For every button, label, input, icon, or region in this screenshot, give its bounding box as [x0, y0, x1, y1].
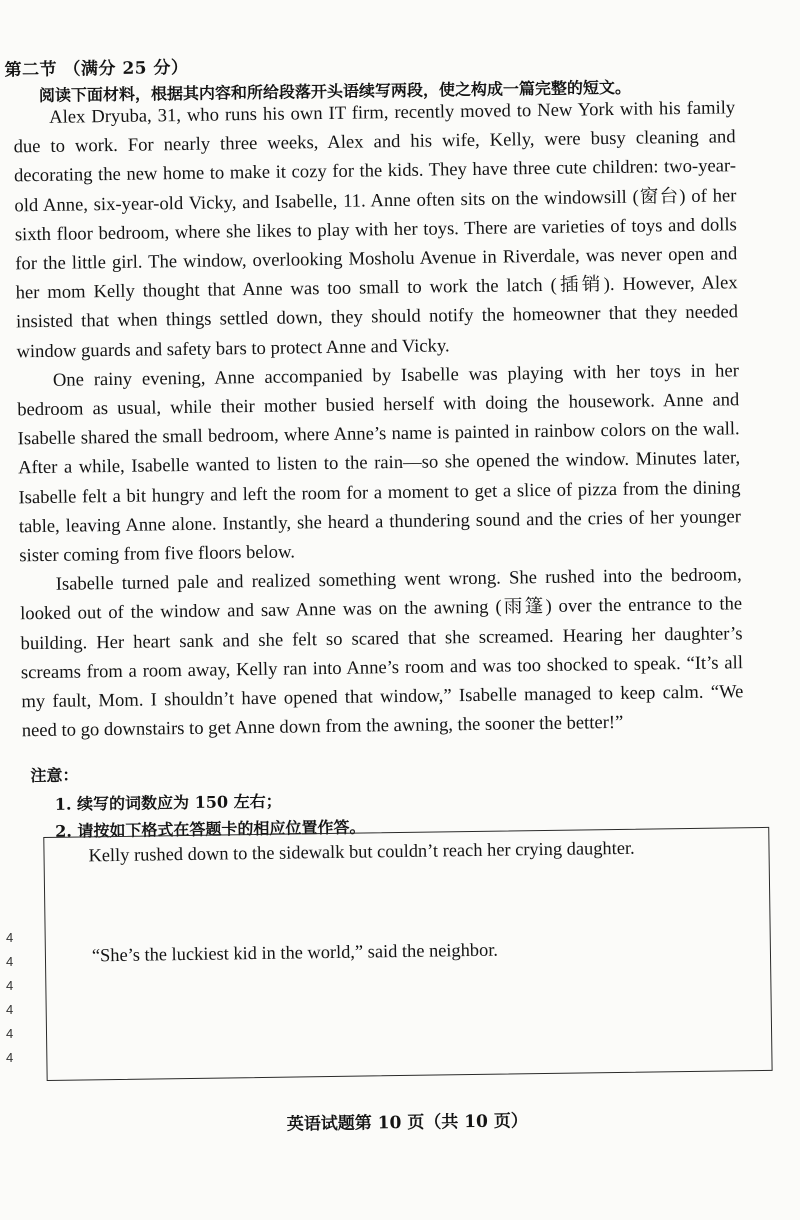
- section-title: 第二节 （满分 25 分）: [4, 57, 189, 81]
- margin-mark: 4: [6, 1002, 14, 1017]
- page-footer: 英语试题第 10 页（共 10 页）: [286, 1111, 528, 1135]
- paragraph-opener-1: Kelly rushed down to the sidewalk but couldn’t reach her crying daughter.: [88, 837, 635, 866]
- margin-mark: 4: [6, 930, 14, 945]
- reading-passage: [13, 93, 744, 745]
- passage-paragraph-1: Alex Dryuba, 31, who runs his own IT firm, recently moved to New York with his family due to work. For nearly three weeks, Alex and his wife, Kelly, were busy cleaning and decorating the new home to make it cozy for the kids. They have three cute children: two-year-old Anne, six-year-old Vicky, and Isabelle, 11. Anne often sits on the windowsill (窗台) of her sixth floor bedroom, where she likes to play with her toys. There are varieties of toys and dolls for the little girl. The window, overlooking Mosholu Avenue in Riverdale, was never open and her mom Kelly thought that Anne was too small to work the latch (插销). However, Alex insisted that when things settled down, they should notify the homeowner that they needed window guards and safety bars to protect Anne and Vicky.: [13, 97, 739, 362]
- answer-box: [43, 827, 772, 1081]
- task-instruction: 阅读下面材料，根据其内容和所给段落开头语续写两段，使之构成一篇完整的短文。: [38, 77, 632, 105]
- margin-mark: 4: [6, 954, 14, 969]
- note-item-1: 1. 续写的词数应为 150 左右；: [54, 791, 282, 814]
- margin-mark: 4: [6, 978, 14, 993]
- margin-mark: 4: [6, 1050, 14, 1065]
- passage-paragraph-3: Isabelle turned pale and realized something went wrong. She rushed into the bedroom, looked out of the window and saw Anne was on the awning (雨篷) over the entrance to the building. Her heart sank and she felt so scared that she screamed. Hearing her daughter’s screams from a room away, Kelly ran into Anne’s room and was too shocked to speak. “It’s all my fault, Mom. I shouldn’t have opened that window,” Isabelle managed to keep calm. “We need to go downstairs to get Anne down from the awning, the sooner the better!”: [20, 564, 744, 742]
- margin-mark: 4: [6, 1026, 14, 1041]
- passage-paragraph-2: One rainy evening, Anne accompanied by Isabelle was playing with her toys in her bedroom as usual, while their mother busied herself with doing the housework. Anne and Isabelle shared the small bedroom, where Anne’s name is painted in rainbow colors on the wall. After a while, Isabelle wanted to listen to the rain—so she opened the window. Minutes later, Isabelle felt a bit hungry and left the room for a moment to get a slice of pizza from the dining table, leaving Anne alone. Instantly, she heard a thundering sound and the cries of her younger sister coming from five floors below.: [17, 360, 742, 567]
- paragraph-opener-2: “She’s the luckiest kid in the world,” said the neighbor.: [91, 939, 499, 966]
- note-item-2: 2. 请按如下格式在答题卡的相应位置作答。: [55, 817, 366, 841]
- notes-label: 注意：: [30, 765, 79, 786]
- margin-marks: [6, 930, 13, 1074]
